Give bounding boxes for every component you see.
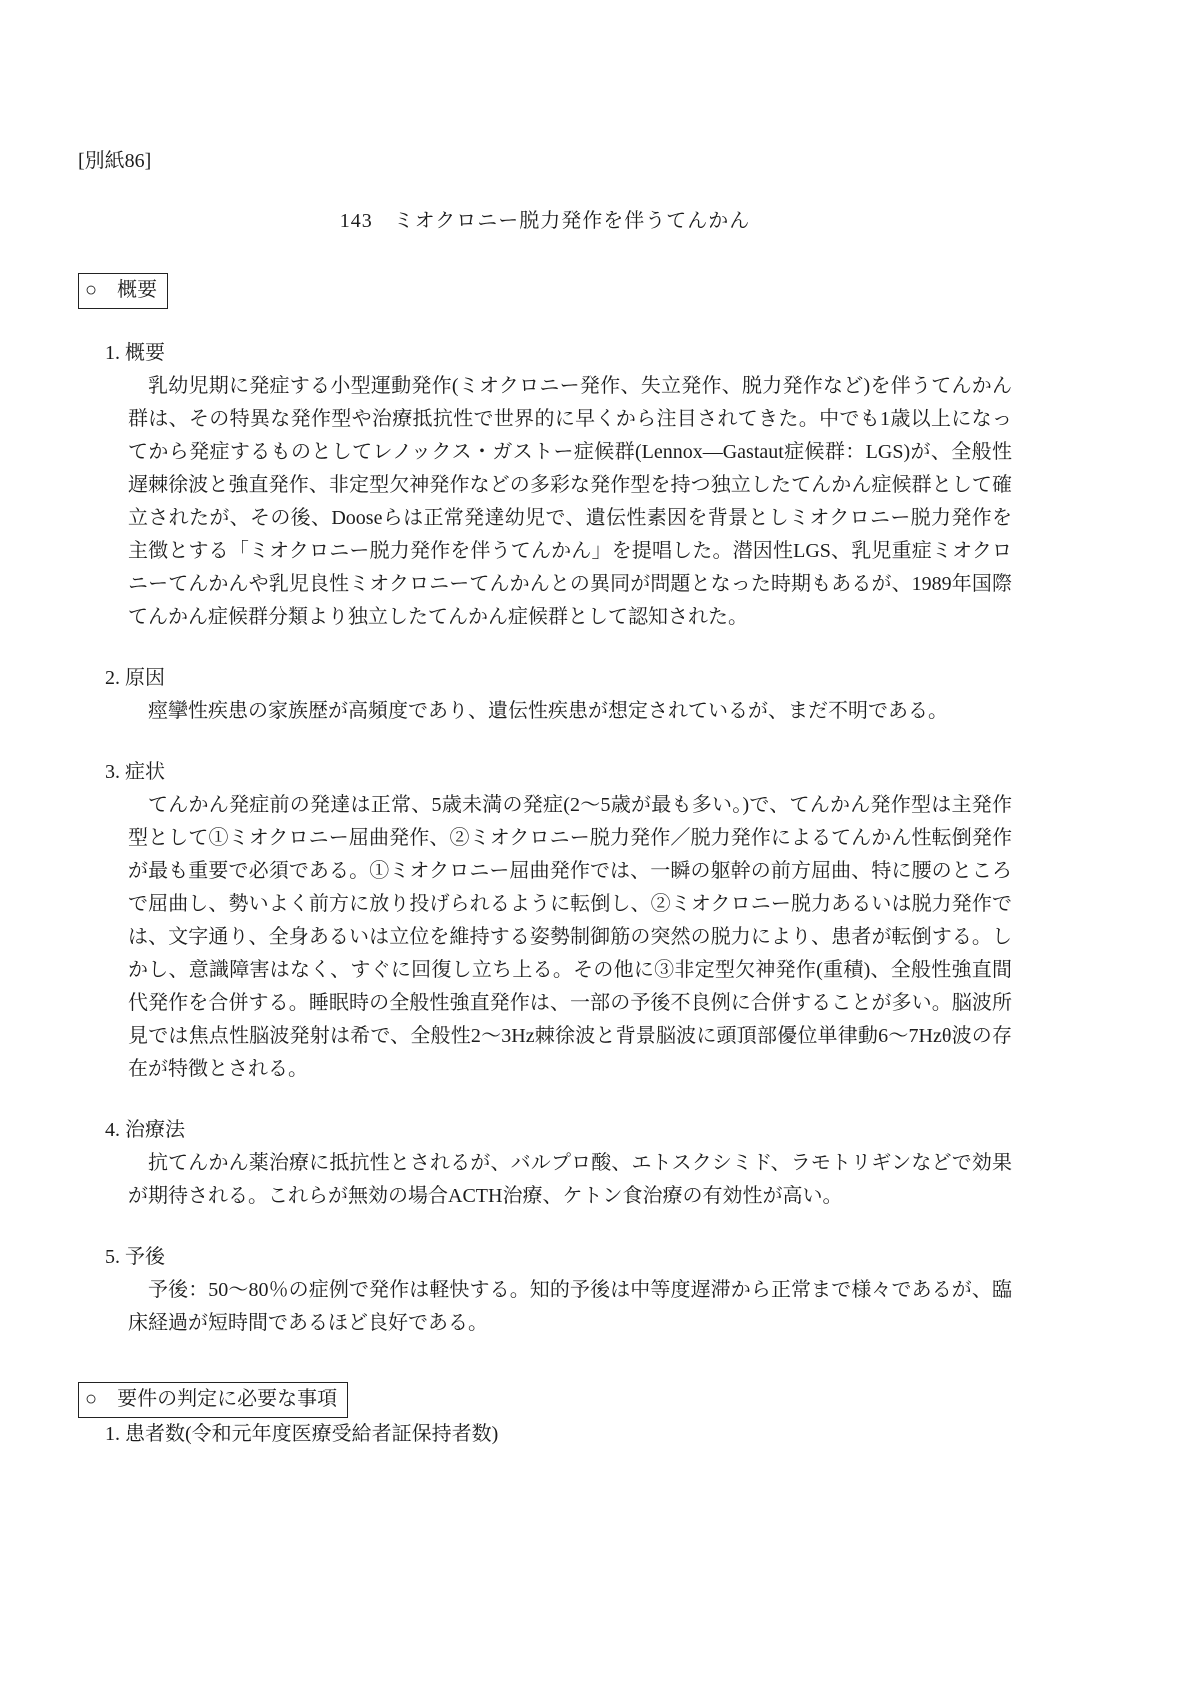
section-heading-symptoms: 3. 症状 xyxy=(105,761,165,783)
page-title: 143 ミオクロニー脱力発作を伴うてんかん xyxy=(339,210,751,232)
section-body-cause: 痙攣性疾患の家族歴が高頻度であり、遺伝性疾患が想定されているが、まだ不明である。 xyxy=(148,700,948,722)
section-heading-prognosis: 5. 予後 xyxy=(105,1246,165,1268)
section-cause xyxy=(105,662,1012,728)
section-heading-treatment: 4. 治療法 xyxy=(105,1119,185,1141)
requirements-section-header: ○ 要件の判定に必要な事項 xyxy=(78,1382,348,1418)
section-prognosis xyxy=(105,1241,1012,1340)
section-body-overview: 乳幼児期に発症する小型運動発作(ミオクロニー発作、失立発作、脱力発作など)を伴うてんかん群は、その特異な発作型や治療抵抗性で世界的に早くから注目されてきた。中でも1歳以上になってから発症するものとしてレノックス・ガストー症候群(Lennox―Gastaut症候群：LGS)が、全般性遅棘徐波と強直発作、非定型欠神発作などの多彩な発作型を持つ独立したてんかん症候群として確立されたが、その後、Dooseらは正常発達幼児で、遺伝性素因を背景としミオクロニー脱力発作を主徴とする「ミオクロニー脱力発作を伴うてんかん」を提唱した。潜因性LGS、乳児重症ミオクロニーてんかんや乳児良性ミオクロニーてんかんとの異同が問題となった時期もあるが、1989年国際てんかん症候群分類より独立したてんかん症候群として認知された。 xyxy=(128,375,1012,628)
section-heading-overview: 1. 概要 xyxy=(105,342,165,364)
section-heading-cause: 2. 原因 xyxy=(105,667,165,689)
section-body-symptoms: てんかん発症前の発達は正常、5歳未満の発症(2〜5歳が最も多い。)で、てんかん発作型は主発作型として①ミオクロニー屈曲発作、②ミオクロニー脱力発作／脱力発作によるてんかん性転倒発作が最も重要で必須である。①ミオクロニー屈曲発作では、一瞬の躯幹の前方屈曲、特に腰のところで屈曲し、勢いよく前方に放り投げられるように転倒し、②ミオクロニー脱力あるいは脱力発作では、文字通り、全身あるいは立位を維持する姿勢制御筋の突然の脱力により、患者が転倒する。しかし、意識障害はなく、すぐに回復し立ち上る。その他に③非定型欠神発作(重積)、全般性強直間代発作を合併する。睡眠時の全般性強直発作は、一部の予後不良例に合併することが多い。脳波所見では焦点性脳波発射は希で、全般性2〜3Hz棘徐波と背景脳波に頭頂部優位単律動6〜7Hzθ波の存在が特徴とされる。 xyxy=(128,794,1012,1080)
section-overview xyxy=(105,337,1012,634)
overview-section-header: ○ 概要 xyxy=(78,273,168,309)
section-body-prognosis: 予後：50〜80％の症例で発作は軽快する。知的予後は中等度遅滞から正常まで様々であるが、臨床経過が短時間であるほど良好である。 xyxy=(128,1279,1012,1334)
attachment-label: [別紙86] xyxy=(78,150,152,172)
section-body-treatment: 抗てんかん薬治療に抵抗性とされるが、バルプロ酸、エトスクシミド、ラモトリギンなどで効果が期待される。これらが無効の場合ACTH治療、ケトン食治療の有効性が高い。 xyxy=(128,1152,1012,1207)
requirements-item-patient-count: 1. 患者数(令和元年度医療受給者証保持者数) xyxy=(105,1423,499,1445)
section-symptoms xyxy=(105,756,1012,1086)
section-treatment xyxy=(105,1114,1012,1213)
